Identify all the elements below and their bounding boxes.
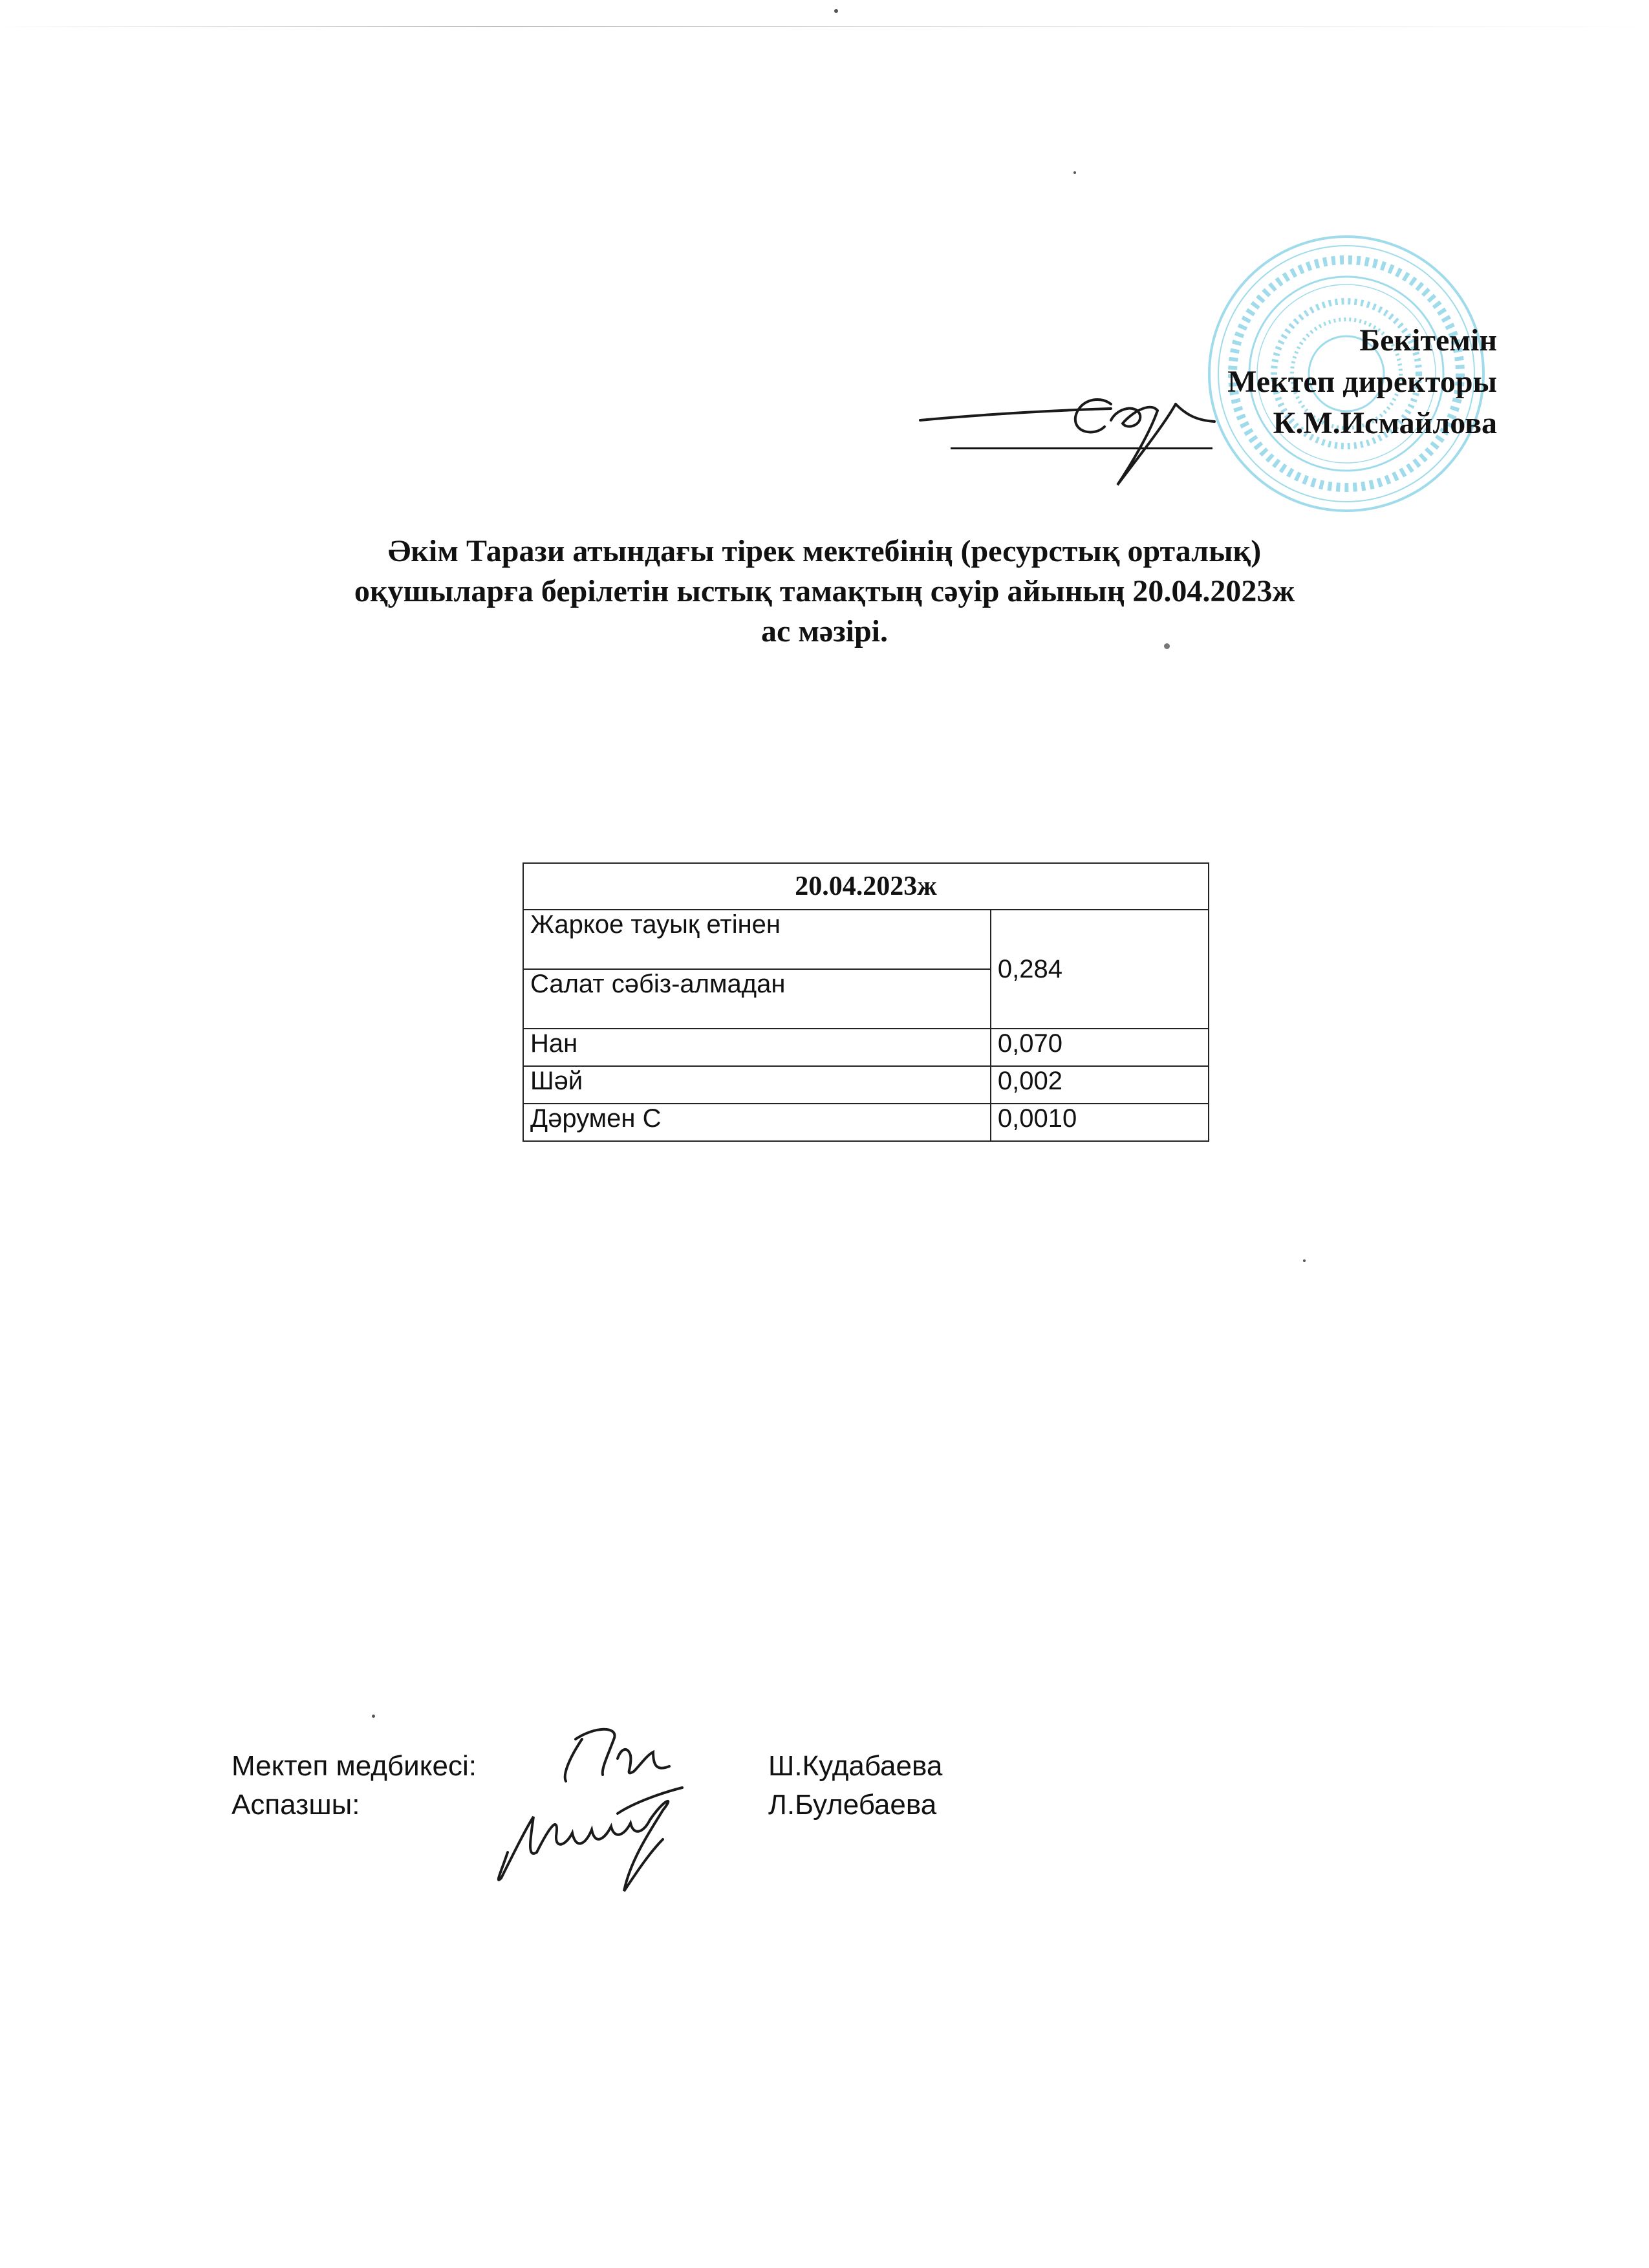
cook-signature [488,1775,695,1898]
menu-value: 0,284 [991,910,1209,1029]
table-header-row [523,863,1209,910]
menu-date-header: 20.04.2023ж [523,863,1209,910]
approval-block [1227,320,1497,444]
title-line-2: оқушыларға берілетін ыстық тамақтың сәуір айының 20.04.2023ж [354,574,1295,608]
director-name: К.М.Исмайлова [1273,406,1497,440]
menu-item: Шәй [523,1066,991,1104]
scan-edge-line [0,26,1649,27]
table-row [523,910,1209,969]
director-signature [917,375,1221,491]
table-row [523,1029,1209,1066]
scan-speck [834,9,838,13]
document-title [194,531,1455,652]
menu-value: 0,002 [991,1066,1209,1104]
table-row [523,1104,1209,1141]
cook-role: Аспазшы: [232,1789,360,1821]
menu-item: Салат сәбіз-алмадан [523,969,991,1029]
approval-heading: Бекітемін [1359,323,1497,358]
nurse-role: Мектеп медбикесі: [232,1750,477,1782]
title-line-1: Әкім Тарази атындағы тірек мектебінің (ресурстық орталық) [387,534,1262,568]
scan-speck [1303,1259,1306,1262]
approval-position: Мектеп директоры [1227,365,1497,399]
scan-speck [372,1715,375,1718]
menu-item: Дәрумен С [523,1104,991,1141]
menu-item: Жаркое тауық етінен [523,910,991,969]
scan-speck [1073,171,1076,174]
cook-name: Л.Булебаева [768,1789,937,1821]
menu-value: 0,0010 [991,1104,1209,1141]
title-line-3: ас мәзірі. [761,614,888,648]
menu-item: Нан [523,1029,991,1066]
menu-value: 0,070 [991,1029,1209,1066]
nurse-name: Ш.Кудабаева [768,1750,943,1782]
table-row [523,1066,1209,1104]
menu-table [523,862,1209,1142]
